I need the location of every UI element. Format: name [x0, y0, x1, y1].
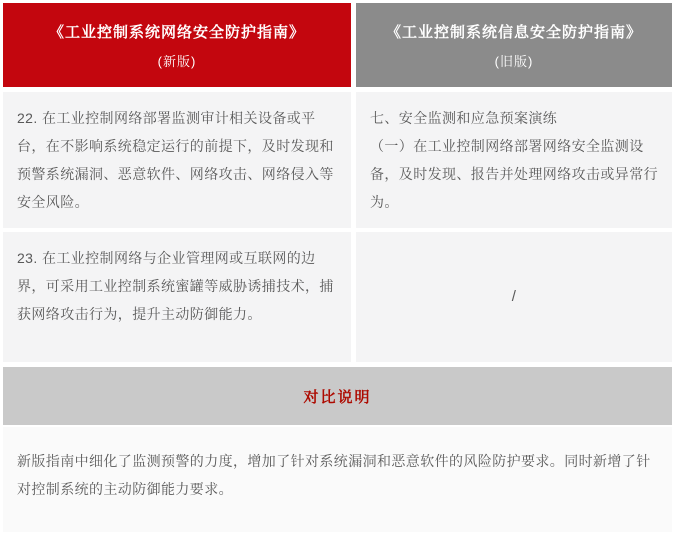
comparison-note-section — [3, 427, 672, 532]
old-clause-7-cell — [356, 92, 672, 228]
new-guide-subtitle: (新版) — [157, 53, 197, 69]
old-clause-7-text: （一）在工业控制网络部署网络安全监测设备，及时发现、报告并处理网络攻击或异常行为。 — [370, 138, 658, 210]
table-row — [3, 92, 672, 228]
comparison-band-label: 对比说明 — [303, 388, 372, 406]
comparison-band — [3, 367, 672, 425]
new-clause-23-cell — [3, 232, 351, 362]
new-clause-22-text: 22. 在工业控制网络部署监测审计相关设备或平台，在不影响系统稳定运行的前提下，及时发现和预警系统漏洞、恶意软件、网络攻击、网络侵入等安全风险。 — [17, 110, 334, 210]
old-guide-title: 《工业控制系统信息安全防护指南》 — [385, 23, 642, 41]
comparison-note-text: 新版指南中细化了监测预警的力度，增加了针对系统漏洞和恶意软件的风险防护要求。同时新增了针对控制系统的主动防御能力要求。 — [17, 453, 651, 497]
old-guide-header — [356, 3, 672, 87]
new-clause-22-cell — [3, 92, 351, 228]
table-row — [3, 232, 672, 362]
header-row — [3, 3, 672, 87]
old-guide-subtitle: (旧版) — [494, 53, 534, 69]
empty-placeholder-slash: / — [511, 288, 517, 305]
new-guide-header — [3, 3, 351, 87]
old-empty-cell — [356, 232, 672, 362]
new-clause-23-text: 23. 在工业控制网络与企业管理网或互联网的边界，可采用工业控制系统蜜罐等威胁诱捕技术，捕获网络攻击行为，提升主动防御能力。 — [17, 250, 334, 322]
new-guide-title: 《工业控制系统网络安全防护指南》 — [48, 23, 305, 41]
old-clause-7-heading: 七、安全监测和应急预案演练 — [370, 110, 558, 126]
